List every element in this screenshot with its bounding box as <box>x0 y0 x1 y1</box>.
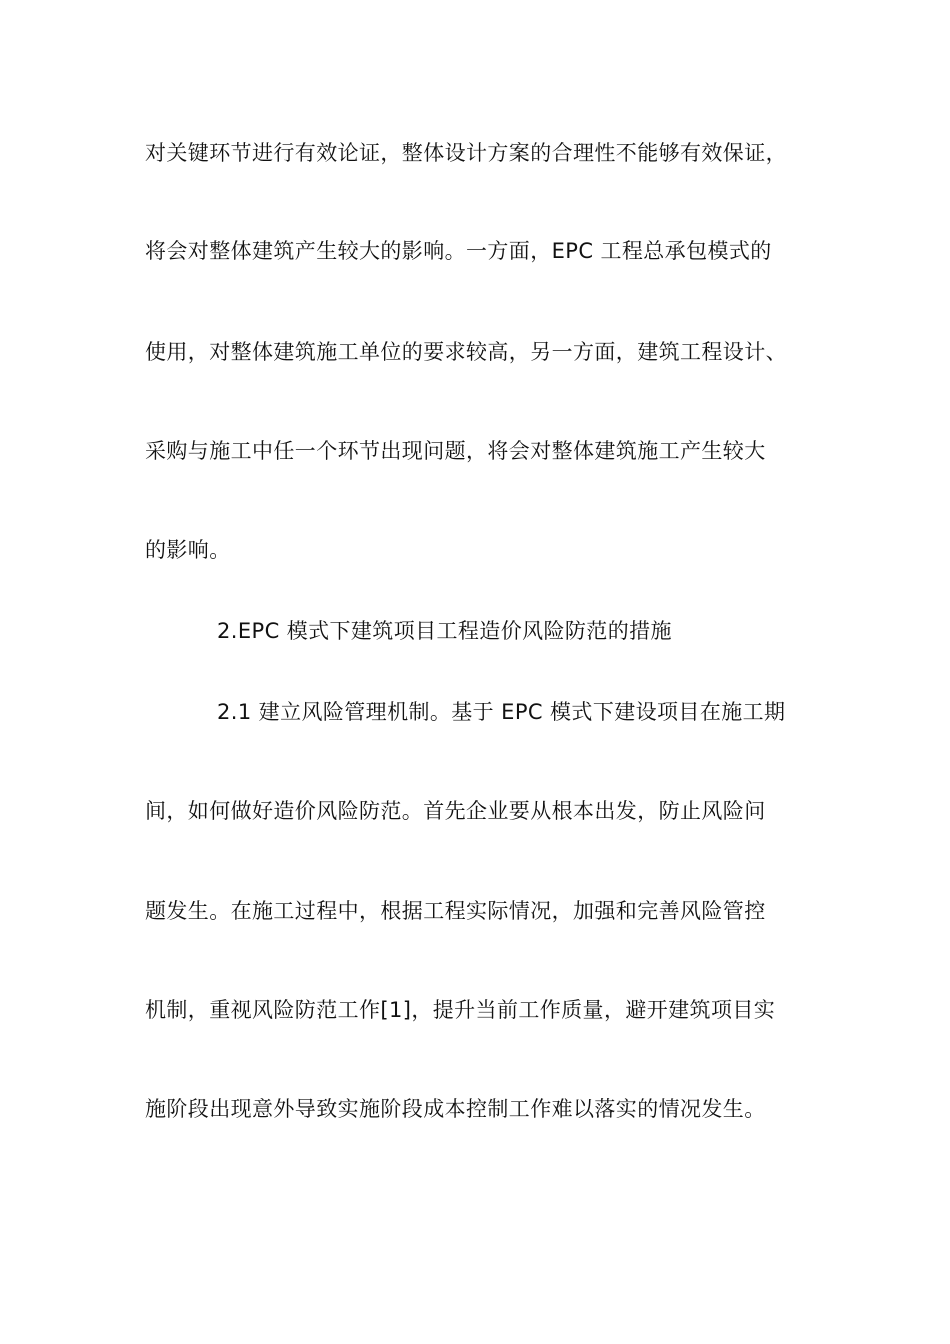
section-heading: 2.EPC 模式下建筑项目工程造价风险防范的措施 <box>217 619 672 643</box>
paragraph-line: 的影响。 <box>145 538 231 562</box>
paragraph-line: 对关键环节进行有效论证，整体设计方案的合理性不能够有效保证， <box>145 141 787 165</box>
paragraph-line: 使用，对整体建筑施工单位的要求较高，另一方面，建筑工程设计、 <box>145 340 787 364</box>
paragraph-line: 施阶段出现意外导致实施阶段成本控制工作难以落实的情况发生。 <box>145 1097 766 1121</box>
paragraph-line: 机制，重视风险防范工作[1]，提升当前工作质量，避开建筑项目实 <box>145 998 776 1022</box>
paragraph-line: 采购与施工中任一个环节出现问题，将会对整体建筑施工产生较大 <box>145 439 766 463</box>
paragraph-line: 间，如何做好造价风险防范。首先企业要从根本出发，防止风险问 <box>145 799 766 823</box>
subsection-paragraph-line: 2.1 建立风险管理机制。基于 EPC 模式下建设项目在施工期 <box>217 700 786 724</box>
paragraph-line: 将会对整体建筑产生较大的影响。一方面，EPC 工程总承包模式的 <box>145 239 772 263</box>
paragraph-line: 题发生。在施工过程中，根据工程实际情况，加强和完善风险管控 <box>145 899 766 923</box>
